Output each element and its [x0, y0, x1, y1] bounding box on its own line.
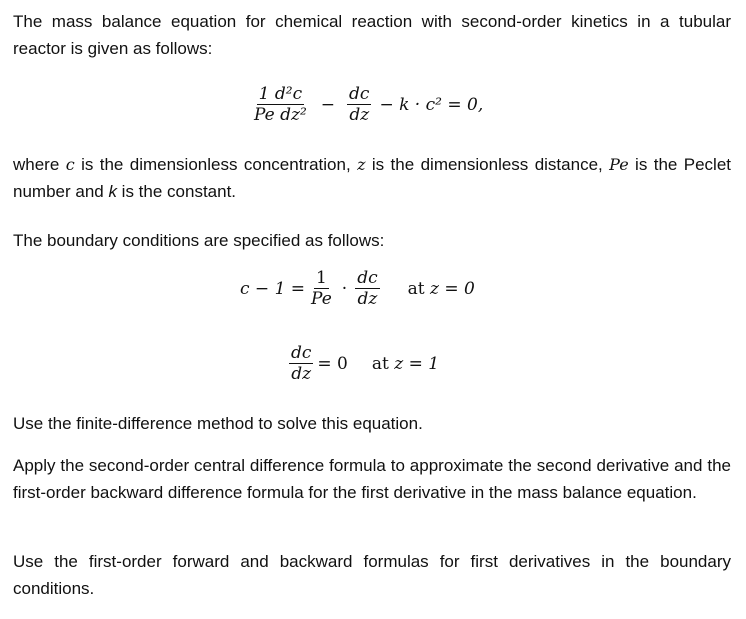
equation-tail: − k · c² = 0, [379, 94, 484, 115]
mass-balance-equation [248, 84, 483, 125]
text: is the Peclet number and [13, 155, 731, 201]
fraction-first-derivative [347, 84, 371, 125]
fraction-dc-dz [289, 343, 313, 384]
numerator: 1 [316, 268, 327, 288]
dot: · [341, 278, 348, 299]
instruction-finite-difference: Use the finite-difference method to solve this equation. [13, 414, 423, 433]
condition: z = 1 [394, 353, 440, 374]
minus-sign: − [320, 94, 336, 115]
rhs: = 0 [317, 353, 348, 374]
denominator: dz [357, 289, 378, 309]
numerator: dc [357, 268, 378, 288]
at-label: at [407, 278, 425, 299]
math-c: c [65, 155, 75, 174]
math-z: z [357, 155, 366, 174]
intro-paragraph: The mass balance equation for chemical reaction with second-order kinetics in a tubular reactor is given as follows: [13, 12, 731, 58]
text: where [13, 155, 66, 174]
boundary-condition-2 [285, 343, 439, 384]
numerator: dc [349, 84, 370, 104]
denominator: dz [291, 364, 312, 384]
fraction-dc-dz [355, 268, 379, 309]
instruction-boundary-formulas: Use the first-order forward and backward formulas for first derivatives in the boundary conditions. [13, 552, 731, 598]
text: is the dimensionless concentration, [74, 155, 358, 174]
denominator: dz [349, 105, 370, 125]
condition: z = 0 [429, 278, 475, 299]
boundary-intro: The boundary conditions are specified as follows: [13, 231, 385, 250]
text: is the constant. [116, 182, 237, 201]
math-k: k [108, 182, 117, 201]
numerator: dc [291, 343, 312, 363]
denominator: Pe dz² [254, 105, 307, 125]
denominator: Pe [311, 289, 332, 309]
boundary-condition-1 [240, 268, 475, 309]
math-pe: Pe [609, 155, 629, 174]
fraction-second-derivative [252, 84, 309, 125]
numerator: 1 d²c [258, 84, 303, 104]
where-paragraph [13, 151, 731, 205]
lhs: c − 1 = [240, 278, 306, 299]
at-label: at [371, 353, 389, 374]
fraction-one-over-pe [309, 268, 334, 309]
instruction-difference-formulas: Apply the second-order central difference formula to approximate the second derivative and the first-order backward difference formula for the first derivative in the mass balance equation. [13, 456, 731, 502]
text: is the dimensionless distance, [365, 155, 610, 174]
